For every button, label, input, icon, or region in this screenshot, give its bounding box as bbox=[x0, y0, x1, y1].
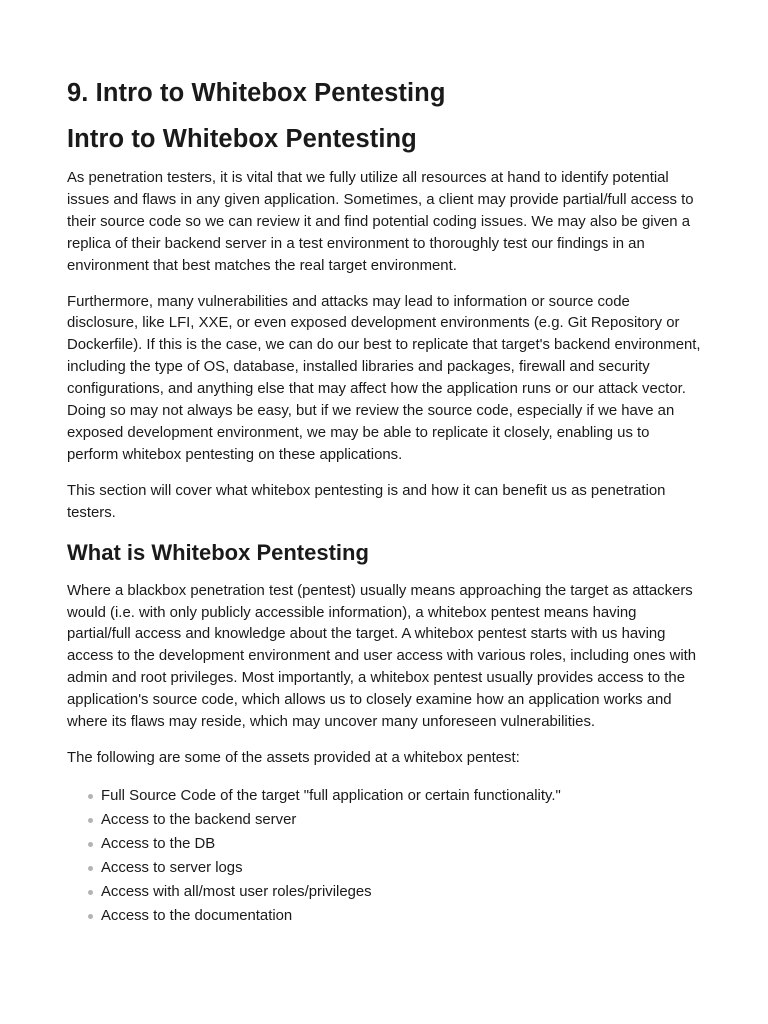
list-item: Access to server logs bbox=[101, 856, 702, 880]
section-title: Intro to Whitebox Pentesting bbox=[67, 125, 417, 153]
intro-paragraph: This section will cover what whitebox pentesting is and how it can benefit us as penetration testers. bbox=[67, 482, 666, 521]
list-item: Access to the DB bbox=[101, 832, 702, 856]
list-item: Full Source Code of the target "full application or certain functionality." bbox=[101, 784, 702, 808]
body-paragraph: The following are some of the assets provided at a whitebox pentest: bbox=[67, 749, 520, 766]
intro-paragraph: As penetration testers, it is vital that we fully utilize all resources at hand to identify potential issues and flaws in any given application. Sometimes, a client may provide partial/full access to their source code so we can review it and find potential coding issues. We may also be given a replica of their backend server in a test environment to thoroughly test our findings in an environment that best matches the real target environment. bbox=[67, 170, 694, 274]
intro-paragraph: Furthermore, many vulnerabilities and attacks may lead to information or source code disclosure, like LFI, XXE, or even exposed development environments (e.g. Git Repository or Dockerfile). If this is the case, we can do our best to replicate that target's backend environment, including the type of OS, database, installed libraries and packages, firewall and security configurations, and anything else that may affect how the application runs or our attack vector. Doing so may not always be easy, but if we review the source code, especially if we have an exposed development environment, we may be able to replicate it closely, enabling us to perform whitebox pentesting on these applications. bbox=[67, 293, 701, 463]
subsection-title: What is Whitebox Pentesting bbox=[67, 539, 369, 565]
list-item: Access with all/most user roles/privileges bbox=[101, 880, 702, 904]
list-item: Access to the documentation bbox=[101, 904, 702, 928]
body-paragraph: Where a blackbox penetration test (pentest) usually means approaching the target as attackers would (i.e. with only publicly accessible information), a whitebox pentest means having partial/full access and knowledge about the target. A whitebox pentest starts with us having access to the development environment and user access with various roles, including ones with admin and root privileges. Most importantly, a whitebox pentest usually provides access to the application's source code, which allows us to closely examine how an application works and where its flaws may reside, which may uncover many unforeseen vulnerabilities. bbox=[67, 582, 697, 731]
assets-list bbox=[67, 784, 702, 928]
list-item: Access to the backend server bbox=[101, 808, 702, 832]
chapter-title: 9. Intro to Whitebox Pentesting bbox=[67, 79, 446, 107]
